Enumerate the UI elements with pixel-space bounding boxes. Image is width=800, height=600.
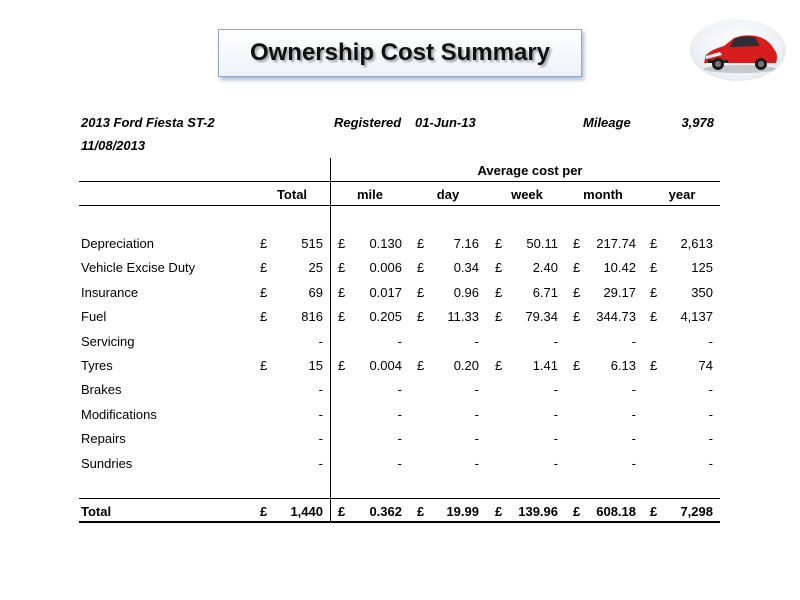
currency-symbol: £ [338,236,346,251]
mileage-value: 3,978 [681,115,714,130]
cell-day: - [474,456,479,471]
currency-symbol: £ [495,504,503,519]
cell-year: 125 [691,260,713,275]
currency-symbol: £ [338,504,346,519]
currency-symbol: £ [495,309,503,324]
currency-symbol: £ [260,236,268,251]
currency-symbol: £ [650,504,658,519]
cell-total: 69 [308,285,323,300]
cell-month: - [631,431,636,446]
cell-month: - [631,382,636,397]
row-label: Depreciation [81,236,154,251]
cell-year: - [708,407,713,422]
cell-total: 25 [308,260,323,275]
cell-mile: 0.130 [369,236,402,251]
currency-symbol: £ [573,285,581,300]
cell-week: - [553,334,558,349]
currency-symbol: £ [338,285,346,300]
currency-symbol: £ [417,260,425,275]
cell-month: 6.13 [610,358,636,373]
cell-year: 350 [691,285,713,300]
cell-month: - [631,456,636,471]
cell-day: - [474,431,479,446]
total-cell-week: 139.96 [518,504,558,519]
currency-symbol: £ [495,260,503,275]
cell-year: - [708,334,713,349]
cell-total: 15 [308,358,323,373]
total-cell-year: 7,298 [680,504,713,519]
row-label: Servicing [81,334,135,349]
average-cost-header: Average cost per [477,163,583,178]
currency-symbol: £ [650,358,658,373]
currency-symbol: £ [417,236,425,251]
currency-symbol: £ [417,504,425,519]
total-cell-mile: 0.362 [369,504,402,519]
cell-mile: 0.004 [369,358,402,373]
car-image [690,19,786,81]
currency-symbol: £ [260,260,268,275]
row-label: Sundries [81,456,133,471]
currency-symbol: £ [338,309,346,324]
cell-week: - [553,382,558,397]
column-header-month: month [583,187,623,202]
currency-symbol: £ [260,358,268,373]
cell-year: - [708,382,713,397]
cell-year: - [708,456,713,471]
car-icon [690,19,786,81]
vehicle-name: 2013 Ford Fiesta ST-2 [81,115,215,130]
currency-symbol: £ [260,285,268,300]
cell-year: 4,137 [680,309,713,324]
header-bottom-rule [79,205,720,206]
cell-day: 0.20 [453,358,479,373]
currency-symbol: £ [650,309,658,324]
cell-mile: - [397,334,402,349]
cell-month: - [631,407,636,422]
row-label: Fuel [81,309,107,324]
column-header-mile: mile [356,187,383,202]
title-box [218,29,582,77]
currency-symbol: £ [417,358,425,373]
cell-mile: 0.205 [369,309,402,324]
currency-symbol: £ [573,260,581,275]
cell-week: - [553,407,558,422]
header-divider [79,181,720,182]
currency-symbol: £ [573,358,581,373]
cell-day: - [474,407,479,422]
mileage-label: Mileage [583,115,631,130]
row-label: Brakes [81,382,122,397]
cell-month: 10.42 [603,260,636,275]
currency-symbol: £ [338,358,346,373]
currency-symbol: £ [650,236,658,251]
row-label: Modifications [81,407,157,422]
cell-week: 50.11 [526,236,558,251]
row-label: Vehicle Excise Duty [81,260,196,275]
cell-day: - [474,334,479,349]
cell-mile: - [397,431,402,446]
total-cell-total: 1,440 [290,504,323,519]
column-header-total: Total [276,187,308,202]
cell-year: 74 [698,358,713,373]
registered-value: 01-Jun-13 [415,115,476,130]
total-cell-month: 608.18 [596,504,636,519]
currency-symbol: £ [650,260,658,275]
cell-week: 1.41 [532,358,558,373]
currency-symbol: £ [495,236,503,251]
total-cell-day: 19.99 [446,504,479,519]
cell-mile: - [397,407,402,422]
row-label: Tyres [81,358,113,373]
column-separator [330,158,331,523]
cell-year: - [708,431,713,446]
currency-symbol: £ [495,285,503,300]
total-bottom-rule [79,521,720,523]
cell-month: - [631,334,636,349]
cell-total: - [318,334,323,349]
column-header-day: day [436,187,460,202]
page-title: Ownership Cost Summary [249,39,551,66]
cell-mile: 0.006 [369,260,402,275]
cell-week: 2.40 [532,260,558,275]
cell-week: - [553,431,558,446]
cell-mile: - [397,382,402,397]
registered-label: Registered [334,115,402,130]
cell-day: 0.34 [453,260,479,275]
currency-symbol: £ [260,504,268,519]
currency-symbol: £ [650,285,658,300]
cell-total: - [318,382,323,397]
currency-symbol: £ [260,309,268,324]
cell-day: 7.16 [453,236,479,251]
cell-month: 344.73 [596,309,636,324]
cell-week: 79.34 [525,309,558,324]
cell-total: 515 [301,236,323,251]
column-header-year: year [668,187,696,202]
cell-week: - [553,456,558,471]
currency-symbol: £ [338,260,346,275]
currency-symbol: £ [495,358,503,373]
cell-total: 816 [301,309,323,324]
currency-symbol: £ [573,309,581,324]
currency-symbol: £ [417,309,425,324]
cell-day: - [474,382,479,397]
total-top-rule [79,498,720,499]
cell-mile: 0.017 [369,285,402,300]
cell-week: 6.71 [532,285,558,300]
cell-total: - [318,407,323,422]
row-label: Repairs [81,431,126,446]
cell-mile: - [397,456,402,471]
cell-total: - [318,431,323,446]
report-date: 11/08/2013 [81,138,146,153]
cell-day: 11.33 [447,309,479,324]
cell-year: 2,613 [680,236,713,251]
currency-symbol: £ [573,504,581,519]
cell-month: 29.17 [603,285,636,300]
cell-day: 0.96 [453,285,479,300]
cell-total: - [318,456,323,471]
currency-symbol: £ [573,236,581,251]
column-header-week: week [511,187,543,202]
currency-symbol: £ [417,285,425,300]
row-label: Insurance [81,285,139,300]
total-label: Total [81,504,112,519]
cell-month: 217.74 [596,236,636,251]
